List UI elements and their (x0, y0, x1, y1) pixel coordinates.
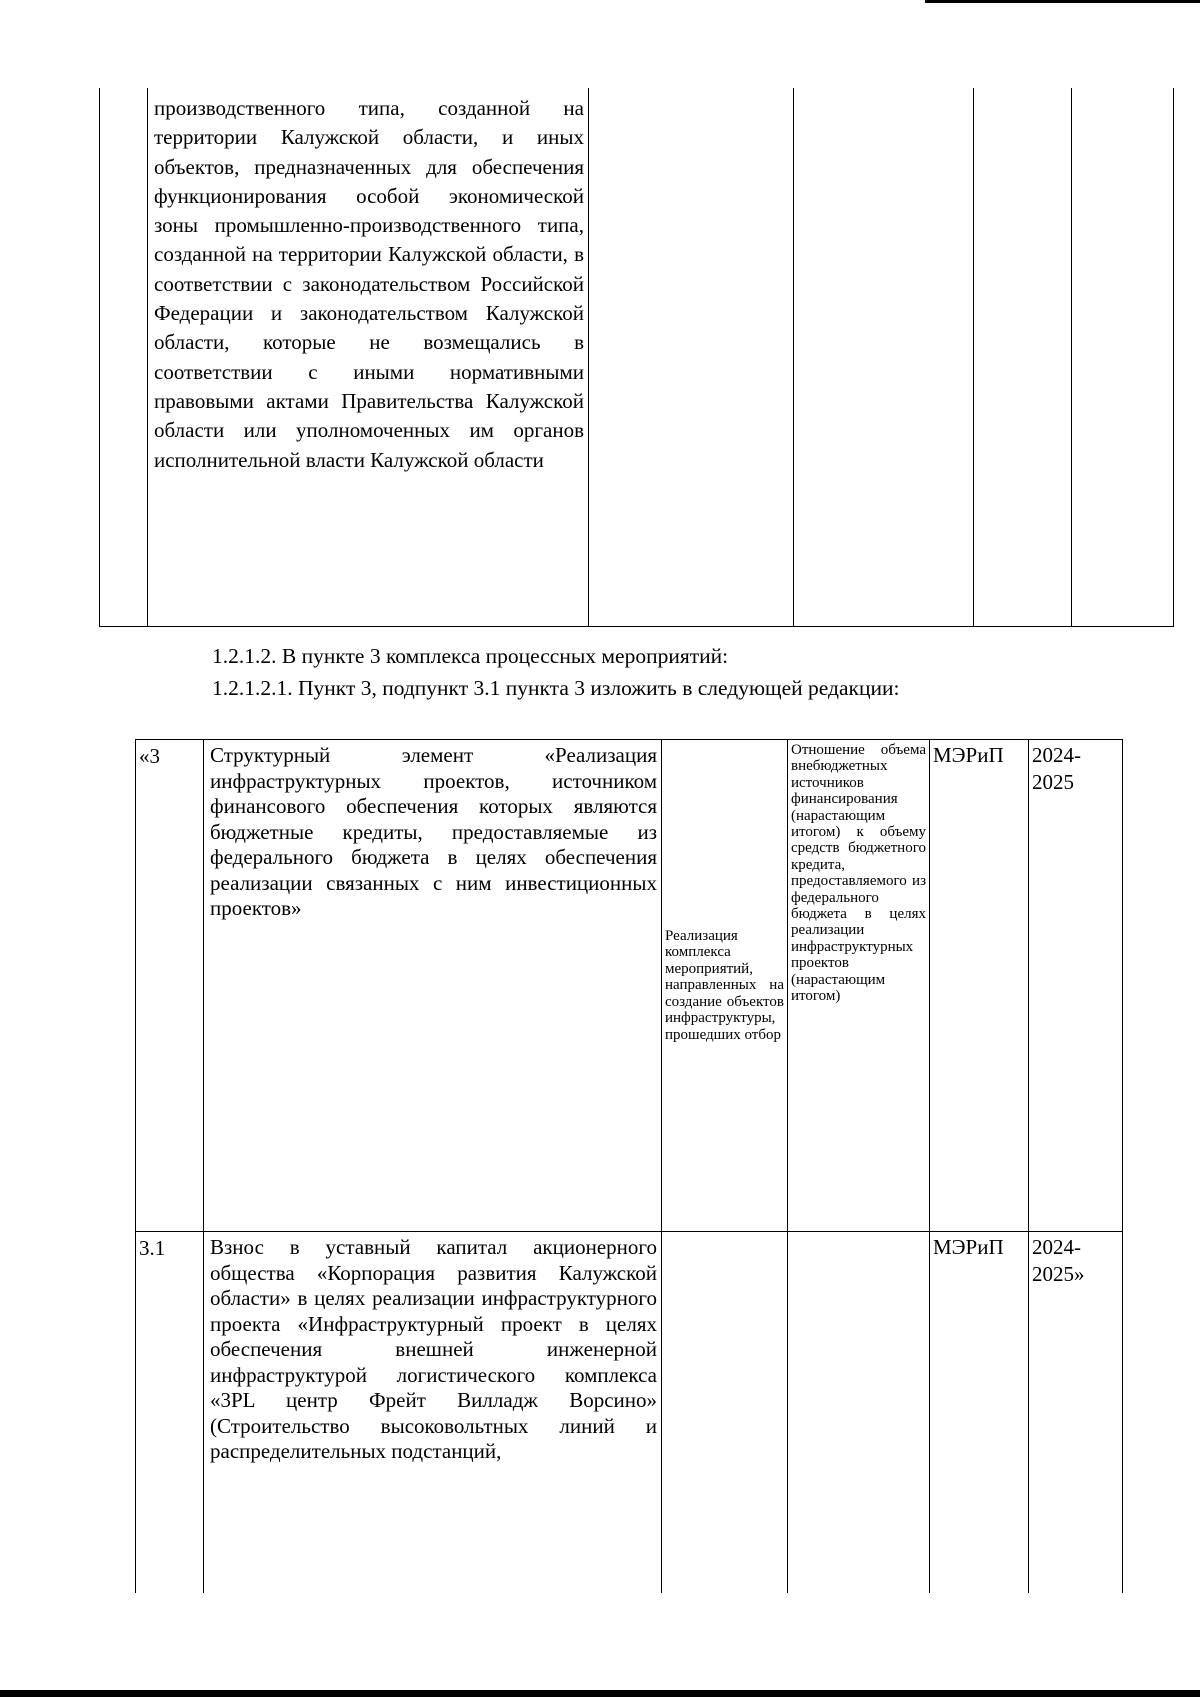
amendment-paragraph: 1.2.1.2.1. Пункт 3, подпункт 3.1 пункта 3 изложить в следующей редакции: (212, 676, 900, 700)
implementation-period: 2024-2025 (1029, 740, 1123, 1232)
amendment-paragraph: 1.2.1.2. В пункте 3 комплекса процессных мероприятий: (212, 644, 729, 668)
responsible-cell (974, 88, 1072, 627)
indicator-description (788, 1232, 930, 1593)
measure-name-cell: производственного типа, созданной на территории Калужской области, и иных объектов, предназначенных для обеспечения функционирования особой экономической зоны промышленно-производственного типа, созданной на территории Калужской области, в соответствии с законодательством Российской Федерации и законодательством Калужской области, которые не возмещались в соответствии с иными нормативными правовыми актами Правительства Калужской области или уполномоченных им органов исполнительной власти Калужской области (148, 88, 589, 627)
table-row (136, 740, 1123, 1232)
indicator-description: Отношение объема внебюджетных источников финансирования (нарастающим итогом) к объему средств бюджетного кредита, предоставляемого из федерального бюджета в целях реализации инфраструктурных проектов (нарастающим итогом) (788, 740, 930, 1232)
responsible-executor: МЭРиП (930, 1232, 1029, 1593)
responsible-executor: МЭРиП (930, 740, 1029, 1232)
scan-border-top (925, 0, 1200, 3)
row-number: 3.1 (136, 1232, 204, 1593)
row-number: «3 (136, 740, 204, 1232)
table-row (136, 1232, 1123, 1593)
measure-name: Структурный элемент «Реализация инфраструктурных проектов, источником финансового обеспечения которых являются бюджетные кредиты, предоставляемые из федерального бюджета в целях обеспечения реализации связанных с ним инвестиционных проектов» (204, 740, 662, 1232)
implementation-period: 2024-2025» (1029, 1232, 1123, 1593)
task-description: Реализация комплекса мероприятий, направленных на создание объектов инфраструктуры, прошедших отбор (662, 740, 788, 1232)
continued-table (99, 88, 1174, 627)
task-cell (589, 88, 794, 627)
table-row (100, 88, 1174, 627)
measures-table (135, 739, 1123, 1593)
scan-border-bottom (0, 1690, 1200, 1697)
indicator-cell (794, 88, 974, 627)
task-description (662, 1232, 788, 1593)
period-cell (1072, 88, 1174, 627)
measure-name: Взнос в уставный капитал акционерного общества «Корпорация развития Калужской области» в целях реализации инфраструктурного проекта «Инфраструктурный проект в целях обеспечения внешней инженерной инфраструктурой логистического комплекса «3PL центр Фрейт Вилладж Ворсино» (Строительство высоковольтных линий и распределительных подстанций, (204, 1232, 662, 1593)
row-number-cell (100, 88, 148, 627)
